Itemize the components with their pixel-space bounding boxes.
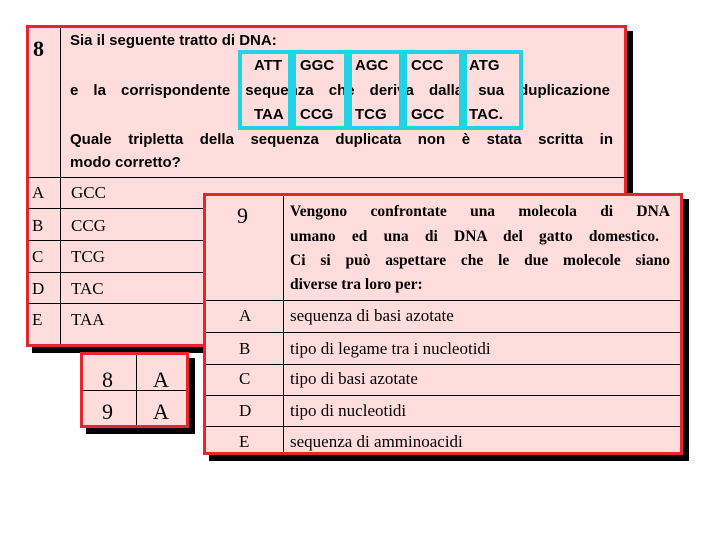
q8-option-d-letter: D bbox=[32, 279, 45, 298]
q9-option-e-letter: E bbox=[239, 432, 250, 451]
q8-option-a-text: GCC bbox=[71, 183, 106, 202]
q8-option-e-letter: E bbox=[32, 310, 43, 329]
q9-option-a-letter: A bbox=[239, 306, 252, 325]
q8-divider-after-stem bbox=[29, 177, 624, 178]
codon-2-5: TAC. bbox=[469, 106, 503, 123]
highlight-box-1 bbox=[238, 50, 292, 130]
answer-key-divider-h bbox=[83, 390, 186, 391]
q9-line3: Ci si può aspettare che le due molecole siano bbox=[290, 252, 670, 269]
q9-divider-b bbox=[206, 364, 680, 365]
codon-2-3: TCG bbox=[355, 106, 387, 123]
q9-option-d-text: tipo di nucleotidi bbox=[290, 401, 407, 420]
q9-line2: umano ed una di DNA del gatto domestico. bbox=[290, 228, 659, 245]
q8-divider-vertical bbox=[60, 28, 61, 344]
q8-divider-b bbox=[29, 240, 209, 241]
q9-line4: diverse tra loro per: bbox=[290, 276, 423, 293]
q9-option-e-text: sequenza di amminoacidi bbox=[290, 432, 463, 451]
q9-divider-after-stem bbox=[206, 300, 680, 301]
codon-1-4: CCC bbox=[411, 57, 444, 74]
q9-option-c-letter: C bbox=[239, 369, 251, 388]
q9-divider-a bbox=[206, 332, 680, 333]
codon-2-4: GCC bbox=[411, 106, 445, 123]
q8-line3: e la corrispondente sequenza che deriva dalla sua duplicazione bbox=[70, 82, 610, 99]
answer-q8: 8 bbox=[102, 367, 113, 392]
q8-option-e-text: TAA bbox=[71, 310, 105, 329]
q8-line5: Quale tripletta della sequenza duplicata non è stata scritta in bbox=[70, 131, 613, 148]
q8-line1: Sia il seguente tratto di DNA: bbox=[70, 32, 277, 49]
q9-option-c-text: tipo di basi azotate bbox=[290, 369, 418, 388]
q8-option-a-letter: A bbox=[32, 183, 45, 202]
q9-line1: Vengono confrontate una molecola di DNA bbox=[290, 203, 670, 220]
q9-option-d-letter: D bbox=[239, 401, 252, 420]
highlight-box-5 bbox=[463, 50, 523, 130]
q8-number: 8 bbox=[33, 36, 44, 61]
q8-divider-d bbox=[29, 303, 209, 304]
answer-a8: A bbox=[153, 367, 169, 392]
answer-a9: A bbox=[153, 399, 169, 424]
answer-q9: 9 bbox=[102, 399, 113, 424]
q9-number: 9 bbox=[237, 203, 248, 228]
codon-1-3: AGC bbox=[355, 57, 389, 74]
codon-2-1: TAA bbox=[254, 106, 284, 123]
q9-divider-d bbox=[206, 426, 680, 427]
q8-option-b-letter: B bbox=[32, 216, 44, 235]
highlight-box-2 bbox=[292, 50, 348, 130]
codon-2-2: CCG bbox=[300, 106, 334, 123]
codon-1-1: ATT bbox=[254, 57, 283, 74]
codon-1-5: ATG bbox=[469, 57, 500, 74]
q8-divider-c bbox=[29, 272, 209, 273]
codon-1-2: GGC bbox=[300, 57, 335, 74]
q8-option-d-text: TAC bbox=[71, 279, 104, 298]
q8-option-c-text: TCG bbox=[71, 247, 105, 266]
q9-divider-vertical bbox=[283, 196, 284, 452]
q8-line6: modo corretto? bbox=[70, 154, 181, 171]
q9-option-b-letter: B bbox=[239, 339, 251, 358]
q8-option-b-text: CCG bbox=[71, 216, 106, 235]
q8-divider-a bbox=[29, 208, 209, 209]
q9-option-a-text: sequenza di basi azotate bbox=[290, 306, 454, 325]
q8-option-c-letter: C bbox=[32, 247, 44, 266]
q9-option-b-text: tipo di legame tra i nucleotidi bbox=[290, 339, 491, 358]
q9-divider-c bbox=[206, 395, 680, 396]
highlight-box-3 bbox=[348, 50, 403, 130]
highlight-box-4 bbox=[403, 50, 463, 130]
